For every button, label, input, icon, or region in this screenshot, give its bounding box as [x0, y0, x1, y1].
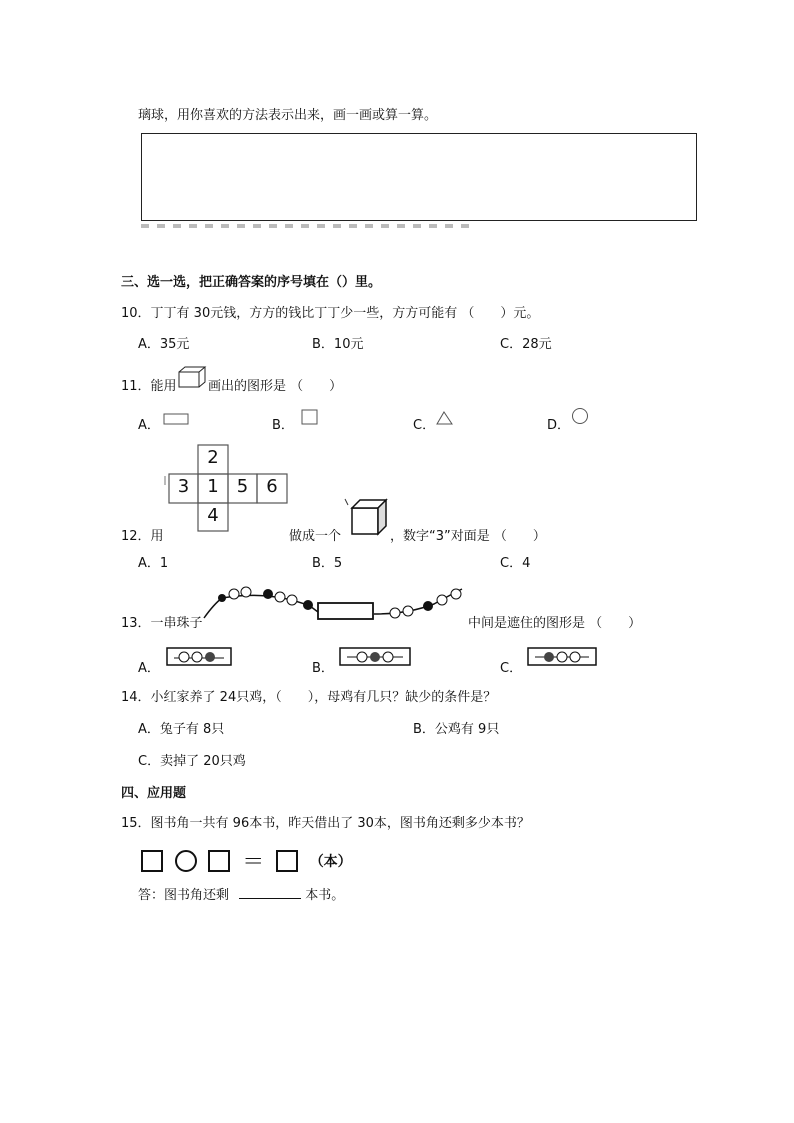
section-title: 三、选一选，把正确答案的序号填在（）里。 — [121, 275, 382, 290]
net-number: 4 — [207, 505, 219, 526]
q12-option-b[interactable]: B．5 — [312, 556, 343, 571]
rectangle-shape-icon — [163, 413, 189, 425]
q11-option-a[interactable]: A． — [138, 418, 160, 433]
bead-string-figure — [200, 584, 470, 634]
question-14-text: 14．小红家养了 24只鸡，（ ），母鸡有几只？缺少的条件是？ — [121, 690, 497, 705]
blank-square-box[interactable] — [208, 850, 230, 872]
cut-off-text-line — [141, 224, 471, 228]
q14-option-a[interactable]: A．兔子有 8只 — [138, 722, 225, 737]
triangle-shape-icon — [436, 410, 454, 426]
q10-option-b[interactable]: B．10元 — [312, 337, 364, 352]
answer-line — [138, 884, 344, 903]
q11-option-d[interactable]: D． — [547, 418, 571, 433]
cube-icon — [344, 496, 390, 538]
question-11-prefix: 11．能用 — [121, 379, 177, 394]
net-number: 3 — [177, 476, 190, 497]
question-13-prefix: 13．一串珠子 — [121, 616, 203, 631]
bead-option-a-icon — [166, 647, 234, 667]
q12-option-c[interactable]: C．4 — [500, 556, 531, 571]
equation-template — [141, 845, 352, 876]
q10-option-a[interactable]: A．35元 — [138, 337, 190, 352]
answer-suffix: 本书。 — [305, 888, 345, 903]
bead-option-b-icon — [339, 647, 413, 667]
blank-operator-circle[interactable] — [175, 850, 197, 872]
q11-option-c[interactable]: C． — [413, 418, 436, 433]
square-shape-icon — [301, 409, 319, 425]
net-number: 6 — [266, 476, 278, 497]
q13-option-b[interactable]: B． — [312, 661, 334, 676]
section-title: 四、应用题 — [121, 786, 187, 801]
question-12-prefix: 12．用 — [121, 529, 164, 544]
net-number: 5 — [236, 476, 249, 497]
net-number: 2 — [207, 447, 219, 468]
q13-option-a[interactable]: A． — [138, 661, 160, 676]
q10-option-c[interactable]: C．28元 — [500, 337, 552, 352]
question-continuation-text: 璃球，用你喜欢的方法表示出来，画一画或算一算。 — [138, 108, 438, 123]
q12-option-a[interactable]: A．1 — [138, 556, 169, 571]
question-13-suffix: 中间是遮住的图形是 （ ） — [468, 616, 642, 631]
answer-blank[interactable] — [239, 886, 301, 899]
cuboid-icon — [178, 366, 208, 388]
question-10-text: 10．丁丁有 30元钱，方方的钱比丁丁少一些，方方可能有 （ ）元。 — [121, 306, 540, 321]
bead-option-c-icon — [527, 647, 599, 667]
answer-box[interactable] — [141, 133, 697, 221]
unit-label: （本） — [309, 853, 352, 870]
q14-option-b[interactable]: B．公鸡有 9只 — [413, 722, 500, 737]
equals-sign: ＝ — [242, 850, 265, 875]
question-11-suffix: 画出的图形是 （ ） — [208, 379, 343, 394]
q13-option-c[interactable]: C． — [500, 661, 523, 676]
circle-shape-icon — [571, 407, 591, 427]
net-number: 1 — [207, 476, 219, 497]
blank-square-box[interactable] — [141, 850, 163, 872]
q14-option-c[interactable]: C．卖掉了 20只鸡 — [138, 754, 246, 769]
answer-prefix: 答：图书角还剩 — [138, 888, 230, 903]
q11-option-b[interactable]: B． — [272, 418, 294, 433]
blank-square-box[interactable] — [276, 850, 298, 872]
question-12-suffix: ，数字“3”对面是 （ ） — [390, 529, 546, 544]
question-15-text: 15．图书角一共有 96本书，昨天借出了 30本，图书角还剩多少本书？ — [121, 816, 530, 831]
question-12-middle: 做成一个 — [289, 529, 342, 544]
